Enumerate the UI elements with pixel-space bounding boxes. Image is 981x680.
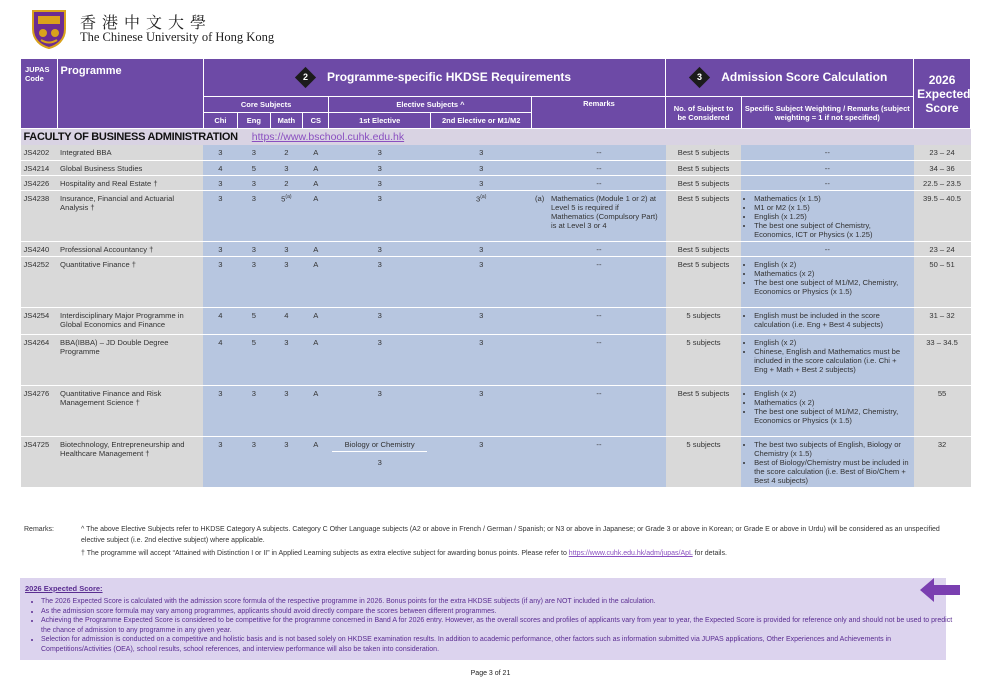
cell-eng: 5 [238,160,270,175]
table-row [21,256,971,307]
cell-cs: A [303,436,329,487]
cell-cs: A [303,160,329,175]
table-row [21,241,971,256]
cell-expected-score: 55 [914,385,971,436]
header-math: Math [270,113,302,129]
remarks-label: Remarks: [24,526,54,533]
cell-2nd-elective: 3 [430,145,531,160]
cell-cs: A [303,385,329,436]
university-name-en: The Chinese University of Hong Kong [80,30,275,44]
expected-score-item: • As the admission score formula may vary among programmes, applicants should avoid directly compare the scores between different programmes. [41,607,956,617]
cell-cs: A [303,334,329,385]
cell-weighting: • English must be included in the score calculation (i.e. Eng + Best 4 subjects) [741,307,914,334]
cell-math: 2 [270,145,302,160]
university-name-zh: 香港中文大學 [80,13,213,32]
cell-math: 3 [270,436,302,487]
cell-chi: 4 [203,334,238,385]
cell-num-subjects: Best 5 subjects [666,241,741,256]
cell-remarks: -- [532,436,666,487]
cuhk-crest-icon [29,7,69,49]
cell-weighting: -- [741,175,914,190]
cell-remarks: -- [532,307,666,334]
cell-expected-score: 32 [914,436,971,487]
cell-programme: BBA(IBBA) – JD Double Degree Programme [57,334,203,385]
faculty-name: FACULTY OF BUSINESS ADMINISTRATION [23,131,238,143]
cell-expected-score: 22.5 – 23.5 [914,175,971,190]
cell-2nd-elective: 3 [430,334,531,385]
remarks-note-elective: ^ The above Elective Subjects refer to HKDSE Category A subjects. Category C Other Language subjects (A2 or above in French / German / Spanish; or N3 or above in Japanese; or Grade 3 or above in Korean; or Grade E or above in Urdu) will be considered as an unspecified elective subject (i.e. 2nd elective subject) where applicable. [81,526,940,544]
cell-weighting: • Mathematics (x 1.5) • M1 or M2 (x 1.5) • English (x 1.25) • The best one subject of Chemistry, Economics, ICT or Physics (x 1.25) [741,190,914,241]
header-remarks: Remarks [532,97,666,129]
applied-learning-link[interactable]: https://www.cuhk.edu.hk/adm/jupas/ApL [568,550,693,557]
cell-math: 3 [270,241,302,256]
cell-eng: 3 [238,256,270,307]
table-row [21,436,971,487]
cell-1st-elective: 3 [329,145,430,160]
table-row [21,334,971,385]
cell-programme: Biotechnology, Entrepreneurship and Healthcare Management † [57,436,203,487]
cell-math: 3 [270,256,302,307]
cell-cs: A [303,307,329,334]
faculty-band [21,129,971,146]
table-row [21,190,971,241]
cell-num-subjects: Best 5 subjects [666,160,741,175]
cell-chi: 4 [203,160,238,175]
cell-weighting: • The best two subjects of English, Biology or Chemistry (x 1.5) • Best of Biology/Chemistry must be included in the score calculation (i.e. Best of Bio/Chem + Best 4 subjects) [741,436,914,487]
cell-num-subjects: Best 5 subjects [666,145,741,160]
cell-1st-elective: 3 [329,256,430,307]
cell-code: JS4254 [21,307,58,334]
cell-expected-score: 33 – 34.5 [914,334,971,385]
cell-math: 3 [270,334,302,385]
back-arrow-icon[interactable] [920,578,962,602]
cell-code: JS4264 [21,334,58,385]
cell-eng: 3 [238,145,270,160]
section-3-title: Admission Score Calculation [721,69,888,84]
cell-weighting: • English (x 2) • Chinese, English and Mathematics must be included in the score calculation (i.e. Chi + Eng + Math + Best 2 subjects) [741,334,914,385]
cell-chi: 3 [203,190,238,241]
section-2-badge: 2 [295,67,316,88]
cell-eng: 3 [238,175,270,190]
section-3-badge: 3 [689,67,710,88]
cell-expected-score: 31 – 32 [914,307,971,334]
cell-expected-score: 50 – 51 [914,256,971,307]
cell-cs: A [303,256,329,307]
cell-remarks: -- [532,256,666,307]
cell-num-subjects: Best 5 subjects [666,256,741,307]
cell-eng: 5 [238,307,270,334]
cell-expected-score: 23 – 24 [914,145,971,160]
cell-programme: Insurance, Financial and Actuarial Analysis † [57,190,203,241]
section-2-title: Programme-specific HKDSE Requirements [327,69,572,84]
cell-1st-elective: 3 [329,160,430,175]
cell-num-subjects: Best 5 subjects [666,175,741,190]
cell-chi: 3 [203,436,238,487]
table-row [21,175,971,190]
cell-eng: 3 [238,436,270,487]
cell-1st-elective: 3 [329,190,430,241]
table-row [21,145,971,160]
cell-code: JS4725 [21,436,58,487]
cell-num-subjects: 5 subjects [666,307,741,334]
header-elective-subjects: Elective Subjects ^ [329,97,532,113]
cell-2nd-elective: 3 [430,385,531,436]
cell-num-subjects: 5 subjects [666,436,741,487]
expected-score-item: • Selection for admission is conducted on a competitive and holistic basis and is not based solely on HKDSE examination results. In addition to academic performance, other factors such as information submitted via JUPAS applications, Other Experiences and Achievements in Competitions/Activities (OEA), school results, school references, and interview performance will also be taken into consideration. [41,635,956,654]
table-row [21,160,971,175]
cell-1st-elective: Biology or Chemistry 3 [329,436,430,487]
cell-num-subjects: 5 subjects [666,334,741,385]
expected-score-box [20,578,953,660]
cell-remarks: -- [532,145,666,160]
cell-1st-elective: 3 [329,334,430,385]
cell-remarks: -- [532,241,666,256]
cell-1st-elective: 3 [329,385,430,436]
cell-expected-score: 34 – 36 [914,160,971,175]
cell-1st-elective: 3 [329,241,430,256]
cell-chi: 3 [203,241,238,256]
cell-cs: A [303,241,329,256]
cell-weighting: -- [741,145,914,160]
cell-code: JS4202 [21,145,58,160]
header-jupas-code: JUPAS Code [21,59,58,129]
cell-weighting: • English (x 2) • Mathematics (x 2) • The best one subject of M1/M2, Chemistry, Economics or Physics (x 1.5) [741,385,914,436]
cell-2nd-elective: 3 [430,160,531,175]
cell-cs: A [303,175,329,190]
cell-2nd-elective: 3$^{(a)}$ [430,190,531,241]
cell-programme: Quantitative Finance † [57,256,203,307]
cell-remarks: -- [532,385,666,436]
cell-math: 5$^{(a)}$ [270,190,302,241]
cell-weighting: -- [741,160,914,175]
header-section-2 [203,59,666,97]
cell-math: 4 [270,307,302,334]
cell-num-subjects: Best 5 subjects [666,190,741,241]
cell-cs: A [303,145,329,160]
cell-cs: A [303,190,329,241]
cell-expected-score: 39.5 – 40.5 [914,190,971,241]
cell-programme: Quantitative Finance and Risk Management Science † [57,385,203,436]
cell-chi: 3 [203,145,238,160]
cell-expected-score: 23 – 24 [914,241,971,256]
cell-programme: Global Business Studies [57,160,203,175]
cell-2nd-elective: 3 [430,307,531,334]
header-section-3 [666,59,914,97]
cell-eng: 3 [238,241,270,256]
header-programme: Programme [57,59,203,129]
cell-chi: 3 [203,256,238,307]
requirements-table [20,58,971,488]
cell-2nd-elective: 3 [430,175,531,190]
cell-2nd-elective: 3 [430,436,531,487]
cell-eng: 5 [238,334,270,385]
cell-eng: 3 [238,385,270,436]
expected-score-title: 2026 Expected Score: [25,584,103,593]
header-1st-elective: 1st Elective [329,113,430,129]
cell-1st-elective: 3 [329,307,430,334]
header-cs: CS [303,113,329,129]
cell-chi: 3 [203,175,238,190]
cell-remarks: -- [532,160,666,175]
expected-score-list [25,597,956,655]
table-row [21,385,971,436]
cell-weighting: -- [741,241,914,256]
cell-eng: 3 [238,190,270,241]
faculty-link[interactable]: https://www.bschool.cuhk.edu.hk [251,131,405,143]
expected-score-item: • Achieving the Programme Expected Score is considered to be competitive for the programme concerned in Band A for 2026 entry. However, as the overall scores and profiles of applicants vary from year to year, the Expected Score is provided for reference only and should not be used to predict the chance of admission to any programme in any given year. [41,616,956,635]
cell-math: 2 [270,175,302,190]
cell-code: JS4252 [21,256,58,307]
cell-code: JS4226 [21,175,58,190]
cell-programme: Integrated BBA [57,145,203,160]
cell-2nd-elective: 3 [430,241,531,256]
cell-code: JS4276 [21,385,58,436]
cell-num-subjects: Best 5 subjects [666,385,741,436]
page-number: Page 3 of 21 [470,670,511,677]
programme-rows [21,145,971,487]
cell-code: JS4214 [21,160,58,175]
table-row [21,307,971,334]
header-expected-score: 2026 Expected Score [914,59,971,129]
header-eng: Eng [238,113,270,129]
cell-math: 3 [270,385,302,436]
header-no-subjects: No. of Subject to be Considered [666,97,741,129]
expected-score-item: • The 2026 Expected Score is calculated with the admission score formula of the respective programme in 2026. Bonus points for the extra HKDSE subjects (if any) are NOT included in the calculation. [41,597,956,607]
cell-remarks: (a) Mathematics (Module 1 or 2) at Level 5 is required if Mathematics (Compulsory Part) is at Level 3 or 4 [532,190,666,241]
cell-1st-elective: 3 [329,175,430,190]
header-weighting: Specific Subject Weighting / Remarks (subject weighting = 1 if not specified) [741,97,914,129]
cell-chi: 4 [203,307,238,334]
cell-programme: Professional Accountancy † [57,241,203,256]
cell-code: JS4238 [21,190,58,241]
header-chi: Chi [203,113,238,129]
cell-remarks: -- [532,334,666,385]
cell-programme: Hospitality and Real Estate † [57,175,203,190]
header-2nd-elective: 2nd Elective or M1/M2 [430,113,531,129]
cell-remarks: -- [532,175,666,190]
cell-math: 3 [270,160,302,175]
cell-code: JS4240 [21,241,58,256]
remarks-note-applied-learning: † The programme will accept “Attained with Distinction I or II” in Applied Learning subjects as extra elective subject for awarding bonus points. Please refer to https://www.cuhk.edu.hk/adm/jupas/ApL for details. [81,550,727,557]
cell-2nd-elective: 3 [430,256,531,307]
header-core-subjects: Core Subjects [203,97,329,113]
cell-chi: 3 [203,385,238,436]
cell-weighting: • English (x 2) • Mathematics (x 2) • The best one subject of M1/M2, Chemistry, Economics or Physics (x 1.5) [741,256,914,307]
cell-programme: Interdisciplinary Major Programme in Global Economics and Finance [57,307,203,334]
